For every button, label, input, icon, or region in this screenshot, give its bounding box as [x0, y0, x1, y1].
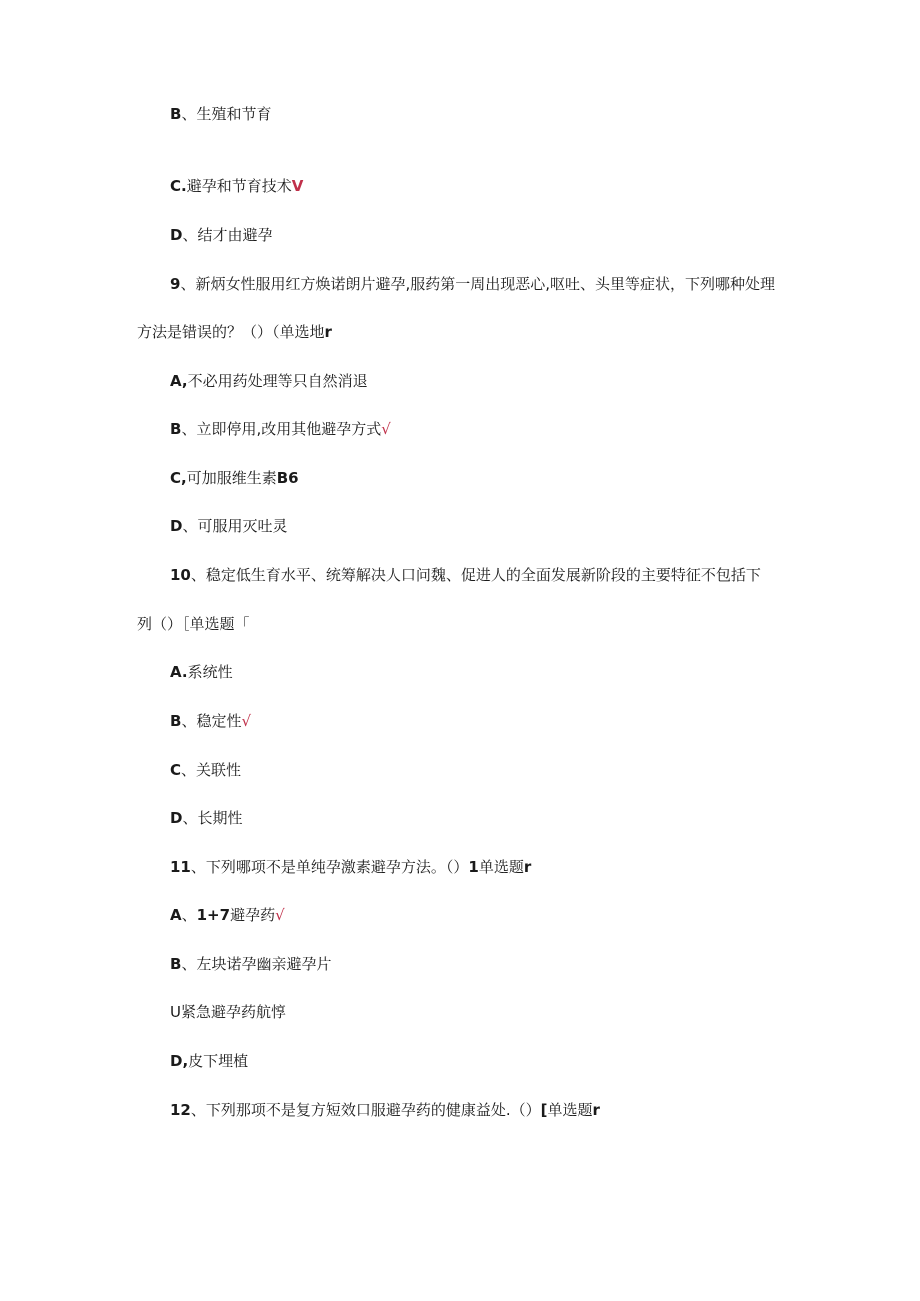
option-line: [170, 760, 241, 780]
question-line: [170, 857, 531, 877]
question-suffix: r: [324, 323, 332, 341]
option-letter: D: [170, 809, 183, 827]
option-text: 皮下埋植: [188, 1052, 249, 1070]
option-line: [170, 905, 285, 925]
option-letter: B: [170, 712, 182, 730]
option-letter: D: [170, 517, 183, 535]
question-type: 单选题: [478, 858, 524, 876]
option-line: [170, 1051, 248, 1071]
question-number: 9: [170, 275, 181, 293]
option-text: 、长期性: [182, 809, 243, 827]
question-type: 单选题: [547, 1101, 593, 1119]
option-text: 、: [181, 906, 197, 924]
question-text: 、下列那项不是复方短效口服避孕药的健康益处.（）: [190, 1101, 541, 1119]
option-letter: D,: [170, 1052, 189, 1070]
option-letter: C,: [170, 469, 187, 487]
option-letter: D: [170, 226, 183, 244]
option-line: [170, 419, 391, 439]
option-line: [170, 711, 251, 731]
option-text: 可加服维生素: [186, 469, 277, 487]
option-letter: B: [170, 955, 182, 973]
option-letter: B: [170, 420, 182, 438]
option-letter: A: [170, 906, 182, 924]
question-number: 12: [170, 1101, 191, 1119]
option-letter: B: [170, 105, 182, 123]
question-line: [170, 1100, 600, 1120]
option-suffix: B6: [276, 469, 299, 487]
question-continuation: [137, 322, 332, 342]
correct-mark: √: [275, 906, 285, 924]
option-letter: A,: [170, 372, 188, 390]
correct-mark: V: [291, 177, 304, 195]
question-number: 11: [170, 858, 191, 876]
question-text: 方法是错误的？（）（单选地: [137, 323, 325, 341]
option-letter: C: [170, 761, 182, 779]
question-type-suffix: r: [592, 1101, 600, 1119]
option-text: 避孕和节育技术: [186, 177, 292, 195]
option-line: [170, 468, 299, 488]
option-line: [170, 176, 303, 196]
question-line: [170, 274, 775, 294]
question-text: 列（）［单选题「: [137, 615, 250, 633]
option-text: U紧急避孕药航惇: [170, 1003, 286, 1021]
question-number: 10: [170, 566, 191, 584]
question-text: 、稳定低生育水平、统筹解决人口问魏、促进人的全面发展新阶段的主要特征不包括下: [190, 566, 761, 584]
option-text: 、立即停用,改用其他避孕方式: [181, 420, 382, 438]
option-text: 、稳定性: [181, 712, 242, 730]
option-line: [170, 954, 331, 974]
option-line: [170, 1002, 286, 1022]
option-number: 1+7: [196, 906, 231, 924]
option-text: 、生殖和节育: [181, 105, 272, 123]
correct-mark: √: [241, 712, 252, 730]
question-continuation: [137, 614, 250, 634]
question-suffix: 1: [468, 858, 479, 876]
question-line: [170, 565, 761, 585]
option-text: 不必用药处理等只自然消退: [187, 372, 368, 390]
option-text: 、左块诺孕幽亲避孕片: [181, 955, 332, 973]
correct-mark: √: [381, 420, 391, 438]
option-text: 、结才由避孕: [182, 226, 273, 244]
option-line: [170, 225, 272, 245]
option-text: 、可服用灭吐灵: [182, 517, 288, 535]
option-text: 、关联性: [181, 761, 242, 779]
option-line: [170, 662, 233, 682]
option-line: [170, 371, 368, 391]
option-line: [170, 808, 242, 828]
question-text: 、下列哪项不是单纯孕激素避孕方法。（）: [190, 858, 469, 876]
option-line: [170, 516, 287, 536]
question-suffix: [: [540, 1101, 548, 1119]
question-type-suffix: r: [523, 858, 532, 876]
option-line: [170, 104, 271, 124]
question-text: 、新炳女性服用红方焕诺朗片避孕,服药第一周出现恶心,呕吐、头里等症状，下列哪种处理: [180, 275, 775, 293]
option-text: 系统性: [187, 663, 233, 681]
option-letter: A.: [170, 663, 188, 681]
option-text: 避孕药: [230, 906, 276, 924]
option-letter: C.: [170, 177, 187, 195]
